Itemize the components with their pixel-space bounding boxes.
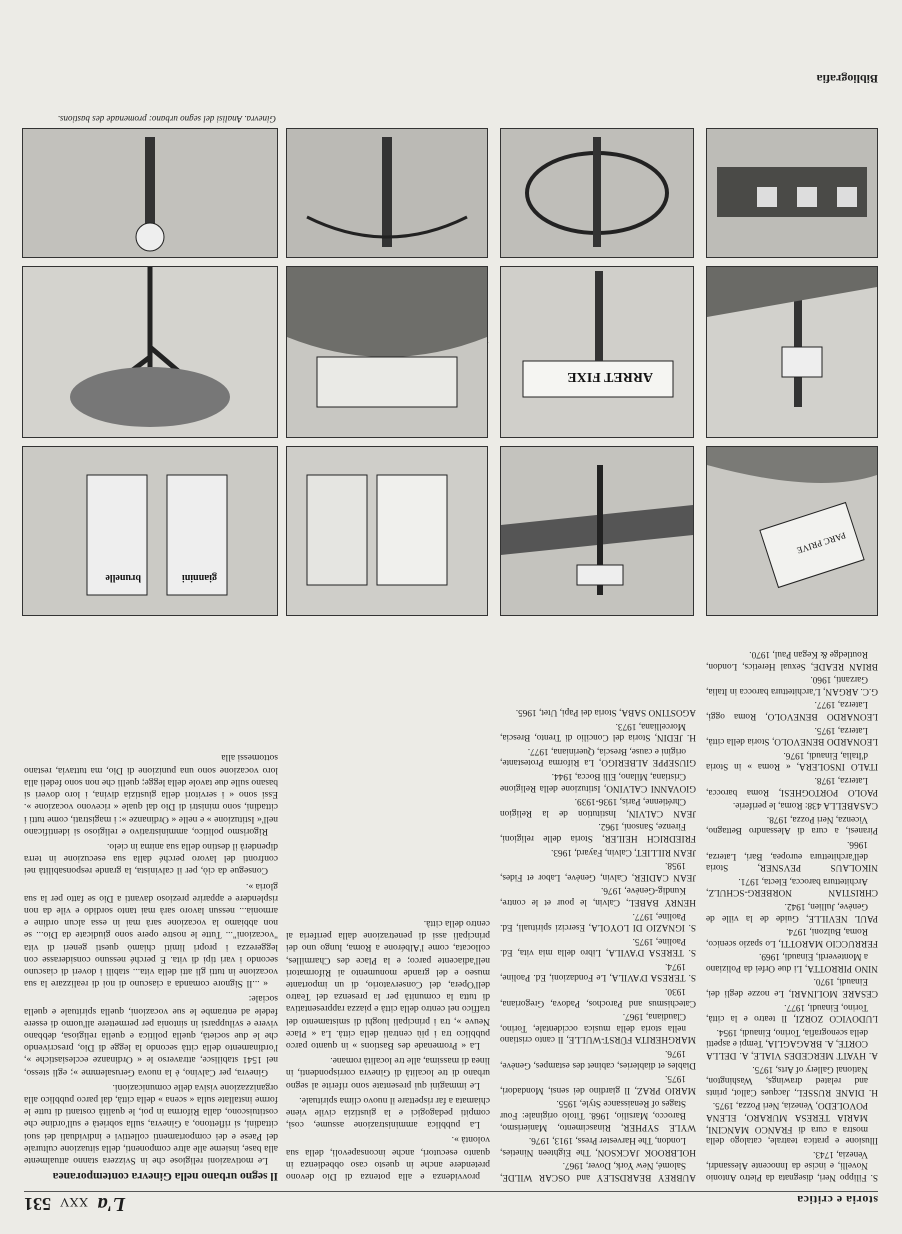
article-paragraph: provvidenza e alla potenza di Dio devono pretendere anche in questo caso obbedienza in quanto esecutori, anche inconsapevoli, della sua volontà ». (286, 1134, 490, 1182)
bib-entry: LEONARDO BENEVOLO, Storia della città, Laterza, 1975. (706, 724, 878, 747)
article-paragraph: Consegue da ciò, per il calvinista, la grande responsabilità nei confronti del lavoro perché dalla sua esecuzione in terra dipenderà il destino della sua anima in cielo. (24, 840, 278, 877)
section-title: storia e critica (796, 1193, 878, 1207)
article-column-right (286, 914, 490, 1182)
bibliography-heading: Bibliografia (816, 72, 878, 86)
photo-bastions-2 (286, 266, 488, 438)
article-paragraph: Le motivazioni religiose che in Svizzera stanno attualmente alla base, insieme alle altre componenti, della situazione culturale del Paese e dei comportamenti collettivi e individuali dei suoi cittadini, si riflettono, a Ginevra, sulla sobrietà e sull'ordine che costituiscono, dalla Riforma in poi, le qualità costanti di tutte le forme installate sulla « scena » della città, dal parco pubblico alla organizzazione visiva delle comunicazioni. (24, 1081, 278, 1166)
bib-entry: LEONARDO BENEVOLO, Roma oggi, Laterza, 1977. (706, 699, 878, 722)
article-heading: Il segno urbano nella Ginevra contemporanea (52, 1170, 278, 1182)
bib-entry: JEAN RILLIET, Calvin, Fayard, 1963. (551, 846, 696, 857)
bib-entry: JEAN CADIER, Calvin, Genève, Labor et Fides, 1958. (500, 860, 696, 882)
journal-name (91, 1193, 131, 1215)
bibliography-column-right (706, 645, 878, 1182)
bib-entry: MARIO PRAZ, Il giardino dei sensi, Mondadori, 1975. (500, 1073, 696, 1095)
photo-charmilles-sign (706, 446, 878, 616)
article-paragraph: La pubblica amministrazione assume, così, compiti pedagogici e la giustizia civile viene chiamata a far rispettare il nuovo clima spirituale. (286, 1094, 490, 1131)
bib-entry: S. TERESA D'AVILA, Libro della mia vita, Ed. Paoline, 1975. (500, 935, 696, 958)
sign-text: PARC PRIVE (795, 530, 848, 556)
bib-entry: S. TERESA D'AVILA, Le Fondazioni, Ed. Paoline, 1974. (500, 960, 696, 983)
bib-entry: HENRY BABEL, Calvin, le pour et le contre, Kundig-Genève, 1976. (500, 885, 696, 907)
bib-entry: GIUSEPPE ALBERIGO, La Riforma Protestante, origini e cause, Brescia, Queriniana, 1977. (500, 745, 696, 768)
bib-entry: PAOLO PORTOGHESI, Roma barocca, Laterza, 1978. (706, 775, 878, 797)
page-header (24, 1191, 878, 1220)
bib-entry: WYLE SYPHER, Rinascimento, Manierismo, Barocco, Marsilio, 1968. Titolo originale: Four Stages of Renaissance Style, 1955. (500, 1098, 696, 1132)
bib-entry: H. DIANE RUSSEL, Jacques Callot, prints and related drawings, Washington, National Gallery of Arts, 1975. (706, 1063, 878, 1097)
photo-placeneuve-2 (500, 266, 694, 438)
bib-entry: Catechismus and Parochos, Padova, Gregoriana, 1930. (500, 986, 696, 1008)
sign-text: ARRET FIXE (567, 369, 653, 384)
photo-bastions-3 (286, 128, 488, 258)
bib-entry: ITALO INSOLERA, « Roma » in Storia d'Italia, Einaudi, 1976. (706, 749, 878, 772)
bib-entry: S. Filippo Neri, disegnata da Pietro Antonio Novelli, e incise da Innocente Alessandri, Venezia, 1743. (706, 1148, 878, 1182)
photo-bastions-lamp (22, 128, 278, 258)
bib-entry: BRIAN READE, Sexual Heretics, London, Routledge & Kegan Paul, 1970. (706, 649, 878, 671)
bib-entry: NIKOLAUS PEVSNER, Storia dell'architettura europea, Bari, Laterza, 1966. (706, 838, 878, 873)
photo-bastions-kiosk (22, 446, 278, 616)
article-paragraph: « ...Il Signore comanda a ciascuno di noi di realizzare la sua vocazione in tutti gli atti della vita... stabilì i doveri di ciascuno secondo i vari tipi di vita. E perché nessuno considerasse con leggerezza i propri limiti chiamò questi generi di vita "vocazioni"... Tutte le nostre opere sono giudicate da Dio... se non abbiamo la vocazione sarà mai in essa alcun ordine e armonia... nessun lavoro sarà mai tanto sordido e vile da non risplendere e apparire prezioso davanti a Dio se fatto per la sua gloria ». (24, 880, 278, 990)
bib-entry: Diables et diableries, cabinet des estampes, Genève, 1976. (500, 1048, 696, 1070)
article-paragraph: Le immagini qui presentate sono riferite al segno urbano di tre località di Ginevra corrispondenti, in linea di massima, alle tre località romane. (286, 1055, 490, 1091)
bib-entry: Piranesi, a cura di Alessandro Bettagno, Vicenza, Neri Pozza, 1978. (706, 813, 878, 836)
bib-entry: A. HYATT MERCEDES VIALE, A. DELLA CORTE, A. BRAGAGLIA, Tempi e aspetti della scenografia, Torino, Einaudi, 1954. (706, 1026, 878, 1061)
bib-entry: CHRISTIAN NORBERG-SCHULZ, Architettura barocca, Electa, 1971. (706, 875, 878, 898)
photo-placeneuve-1 (500, 446, 694, 616)
bib-entry: Illusione e pratica teatrale, catalogo della mostra a cura di FRANCO MANCINI, MARIA TERESA MURARO, ELENA POVOLEDO, Venezia, Neri Pozza, 1975. (706, 1100, 878, 1146)
bibliography-column-left (500, 703, 696, 1182)
bib-entry: NINO PIRROTTA, Li due Orfei da Poliziano a Monteverdi, Einaudi, 1969. (706, 951, 878, 973)
photo-charmilles-building (706, 128, 878, 258)
volume-number: XXV (60, 1195, 89, 1210)
sign-text: giannini (181, 572, 217, 583)
article-column-left (24, 748, 278, 1182)
bib-entry: LUDOVICO ZORZI, Il teatro e la città, Torino, Einaudi, 1977. (706, 1001, 878, 1024)
bib-entry: PAUL NEVILLE, Guide de la ville de Genève, Jullien, 1942. (706, 900, 878, 923)
bib-entry: AUBREY BEARDSLEY and OSCAR WILDE, Salomé, New York, Dover, 1967. (500, 1160, 696, 1182)
bib-entry: CESARE MOLINARI, Le nozze degli dei, Einaudi, 1970. (706, 976, 878, 999)
bib-entry: CASABELLA 438: Roma, le periferie. (732, 800, 878, 811)
caption-bastions: Ginevra. Analisi del segno urbano: promenade des bastions. (57, 114, 276, 124)
article-paragraph: La « Promenade des Bastions » in quanto parco pubblico tra i più centrali della città. La « Place Neuve », tra i principali luoghi di smistamento del traffico nel centro della città e piazza rappresentativa di tutta la comunità per la presenza del Teatro dell'Opera, del Conservatorio, di un importante museo e del grande monumento ai Riformatori nell'adiacente parco; e la Place des Charmilles, collocata, come l'Albérone a Roma, lungo uno dei principali assi di penetrazione dalla periferia al centro della città. (286, 917, 490, 1051)
article-paragraph: Rigorismo politico, amministrativo e religioso si identificano nell'« Istituzione » e nelle « Ordinanze »: i magistrati, come tutti i cittadini, sono ministri di Dio dal quale « ricevono vocazione ». Essi sono « i servitori della giustizia divina, i loro doveri si basano sulle due tavole della legge; quelli che non sono fedeli alla loro vocazione sono una punizione di Dio, ma tuttavia, restano sottomessi alla (24, 752, 278, 837)
journal-logo: L'a (97, 1193, 126, 1215)
bib-entry: AGOSTINO SABA, Storia dei Papi, Utet, 1965. (515, 707, 696, 718)
photo-placeneuve-3 (500, 128, 694, 258)
bib-entry: JEAN CALVIN, Institution de la Religion Chrétienne, Paris, 1936-1939. (500, 796, 696, 818)
bib-entry: H. JEDIN, Storia del Concilio di Trento, Brescia, Morcelliana, 1973. (500, 720, 696, 743)
bib-entry: FRIEDRICH HEILER, Storia delle religioni, Firenze, Sansoni, 1962. (500, 821, 696, 843)
photo-charmilles-street (706, 266, 878, 438)
bib-entry: MARGHERITA FÜRST-WULLE, Il canto cristiano nella storia della musica occidentale, Torino, Claudiana, 1967. (500, 1011, 696, 1045)
bib-entry: HOLBROOK JACKSON, The Eighteen Nineties, London, The Harvester Press, 1913, 1976. (500, 1135, 696, 1157)
page-number: 531 (24, 1194, 51, 1214)
photo-bastions-tree (22, 266, 278, 438)
photo-bastions-1 (286, 446, 488, 616)
bib-entry: G.C. ARGAN, L'architettura barocca in Italia, Garzanti, 1960. (706, 674, 878, 696)
article-paragraph: Ginevra, per Calvino, è la nuova Gerusalemme »; egli stesso, nel 1541 stabilisce, attraverso le « Ordinanze ecclesiastiche », l'ordinamento della città secondo la legge di Dio, prescrivendo che le due società, quella politica e quella religiosa, debbano vivere e svilupparsi in sintonia per permettere all'uomo di essere fedele ad entrambe le sue vocazioni, quella spirituale e quella sociale: (24, 993, 278, 1078)
journal-masthead (24, 1192, 131, 1215)
bib-entry: GIOVANNI CALVINO, Istituzione della Religione Cristiana, Milano, Elli Bocca, 1944. (500, 771, 696, 793)
bib-entry: S. IGNAZIO DI LOYOLA, Esercizi spirituali, Ed. Paoline, 1977. (500, 910, 696, 933)
bib-entry: FERRUCCIO MAROTTI, Lo spazio scenico, Roma, Bulzoni, 1974. (706, 926, 878, 948)
sign-text: brunelle (105, 572, 141, 583)
